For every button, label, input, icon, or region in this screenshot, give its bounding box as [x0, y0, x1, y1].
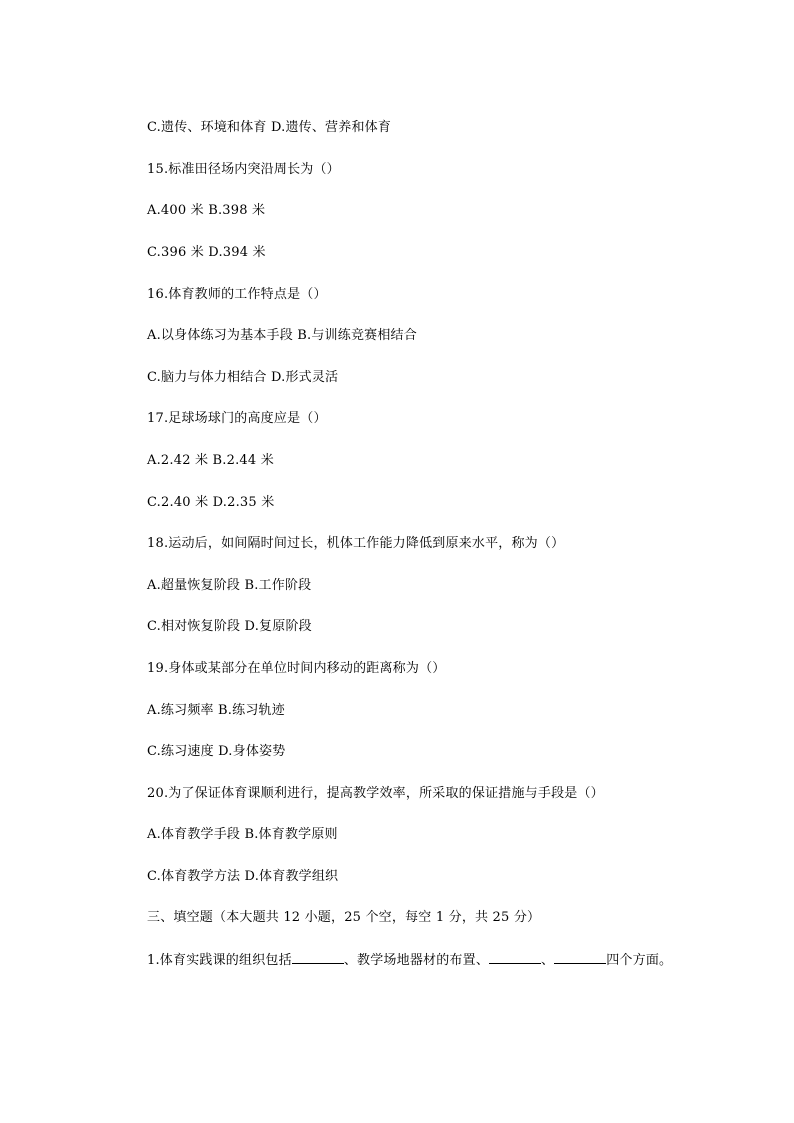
fill-in-question-1	[118, 950, 678, 972]
question-20-options-cd: C.体育教学方法 D.体育教学组织	[147, 869, 339, 884]
fill-in-text-3: 、	[541, 953, 555, 968]
question-16-options-cd: C.脑力与体力相结合 D.形式灵活	[147, 370, 339, 385]
question-20-options-ab: A.体育教学手段 B.体育教学原则	[147, 827, 338, 842]
question-14-options-cd: C.遗传、环境和体育 D.遗传、营养和体育	[147, 120, 392, 135]
answer-blank-3	[554, 951, 606, 964]
question-16-options-ab: A.以身体练习为基本手段 B.与训练竞赛相结合	[147, 328, 417, 343]
question-20-stem: 20.为了保证体育课顺利进行，提高教学效率，所采取的保证措施与手段是（）	[147, 786, 604, 801]
answer-blank-2	[489, 951, 541, 964]
fill-in-text-4: 四个方面。	[606, 953, 673, 968]
question-15-options-ab: A.400 米 B.398 米	[147, 203, 266, 218]
fill-in-text-2: 、教学场地器材的布置、	[343, 953, 490, 968]
question-15-options-cd: C.396 米 D.394 米	[147, 245, 266, 260]
fill-in-text-1: 1.体育实践课的组织包括	[147, 953, 292, 968]
section-3-heading: 三、填空题（本大题共 12 小题，25 个空，每空 1 分，共 25 分）	[147, 910, 541, 925]
question-19-stem: 19.身体或某部分在单位时间内移动的距离称为（）	[147, 661, 446, 676]
question-16-stem: 16.体育教师的工作特点是（）	[147, 287, 327, 302]
answer-blank-1	[292, 951, 344, 964]
question-19-options-ab: A.练习频率 B.练习轨迹	[147, 703, 285, 718]
question-15-stem: 15.标准田径场内突沿周长为（）	[147, 162, 340, 177]
question-18-stem: 18.运动后，如间隔时间过长，机体工作能力降低到原来水平，称为（）	[147, 536, 565, 551]
question-17-options-ab: A.2.42 米 B.2.44 米	[147, 453, 274, 468]
question-18-options-ab: A.超量恢复阶段 B.工作阶段	[147, 578, 312, 593]
question-19-options-cd: C.练习速度 D.身体姿势	[147, 744, 286, 759]
question-17-stem: 17.足球场球门的高度应是（）	[147, 411, 327, 426]
question-18-options-cd: C.相对恢复阶段 D.复原阶段	[147, 619, 312, 634]
question-17-options-cd: C.2.40 米 D.2.35 米	[147, 495, 275, 510]
